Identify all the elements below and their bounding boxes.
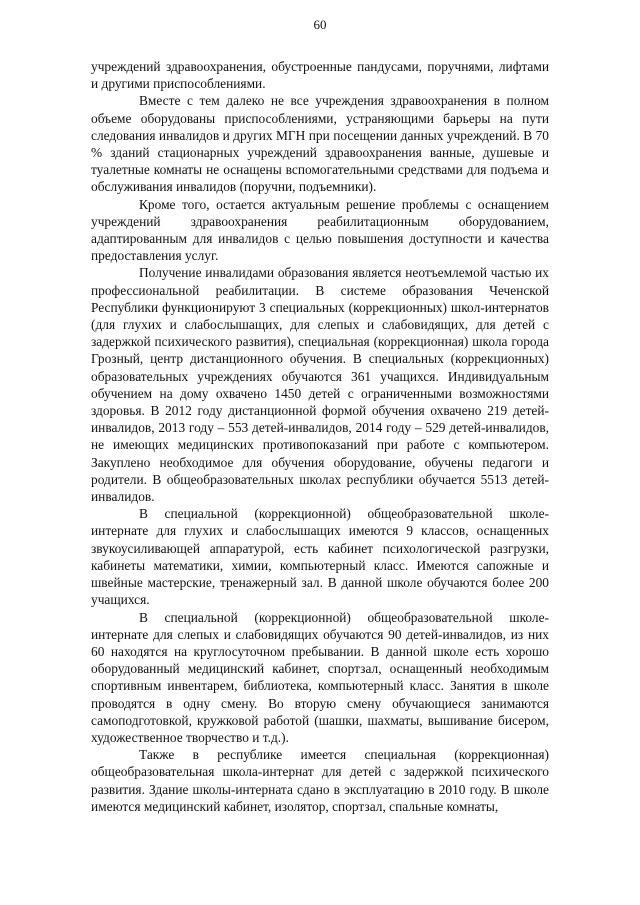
- paragraph-3: Кроме того, остается актуальным решение проблемы с оснащением учреждений здравоохранения реабилитационным оборудованием, адаптированным для инвалидов с целью повышения доступности и качества предоставления услуг.: [91, 196, 549, 264]
- document-body: [91, 58, 549, 815]
- paragraph-7: Также в республике имеется специальная (коррекционная) общеобразовательная школа-интернат для детей с задержкой психического развития. Здание школы-интерната сдано в эксплуатацию в 2010 году. В школе имеются медицинский кабинет, изолятор, спортзал, спальные комнаты,: [91, 747, 549, 814]
- paragraph-6: В специальной (коррекционной) общеобразовательной школе-интернате для слепых и слабовидящих обучаются 90 детей-инвалидов, из них 60 находятся на круглосуточном пребывании. В данной школе есть хорошо оборудованный медицинский кабинет, спортзал, оснащенный необходимым спортивным инвентарем, библиотека, компьютерный класс. Занятия в школе проводятся в одну смену. Во вторую смену обучающиеся занимаются самоподготовкой, кружковой работой (шашки, шахматы, вышивание бисером, художественное творчество и т.д.).: [91, 609, 549, 745]
- paragraph-1: учреждений здравоохранения, обустроенные пандусами, поручнями, лифтами и другими приспособлениями.: [91, 59, 549, 92]
- paragraph-5: В специальной (коррекционной) общеобразовательной школе-интернате для глухих и слабослышащих имеются 9 классов, оснащенных звукоусиливающей аппаратурой, есть кабинет психологической разгрузки, кабинеты математики, химии, компьютерный класс. Имеются сапожные и швейные мастерские, тренажерный зал. В данной школе обучаются более 200 учащихся.: [91, 506, 549, 608]
- paragraph-2: Вместе с тем далеко не все учреждения здравоохранения в полном объеме оборудованы приспособлениями, устраняющими барьеры на пути следования инвалидов и других МГН при посещении данных учреждений. В 70 % зданий стационарных учреждений здравоохранения ванные, душевые и туалетные комнаты не оснащены вспомогательными средствами для подъема и обслуживания инвалидов (поручни, подъемники).: [91, 93, 549, 195]
- page-number: 60: [313, 17, 327, 32]
- paragraph-4: Получение инвалидами образования является неотъемлемой частью их профессиональной реабилитации. В системе образования Чеченской Республики функционируют 3 специальных (коррекционных) школ-интернатов (для глухих и слабослышащих, для слепых и слабовидящих, для детей с задержкой психического развития), специальная (коррекционная) школа города Грозный, центр дистанционного обучения. В специальных (коррекционных) образовательных учреждениях обучаются 361 учащихся. Индивидуальным обучением на дому охвачено 1450 детей с ограниченными возможностями здоровья. В 2012 году дистанционной формой обучения охвачено 219 детей-инвалидов, 2013 году – 553 детей-инвалидов, 2014 году – 529 детей-инвалидов, не имеющих медицинских противопоказаний при работе с компьютером. Закуплено необходимое для обучения оборудование, обучены педагоги и родители. В общеобразовательных школах республики обучается 5513 детей-инвалидов.: [91, 265, 549, 505]
